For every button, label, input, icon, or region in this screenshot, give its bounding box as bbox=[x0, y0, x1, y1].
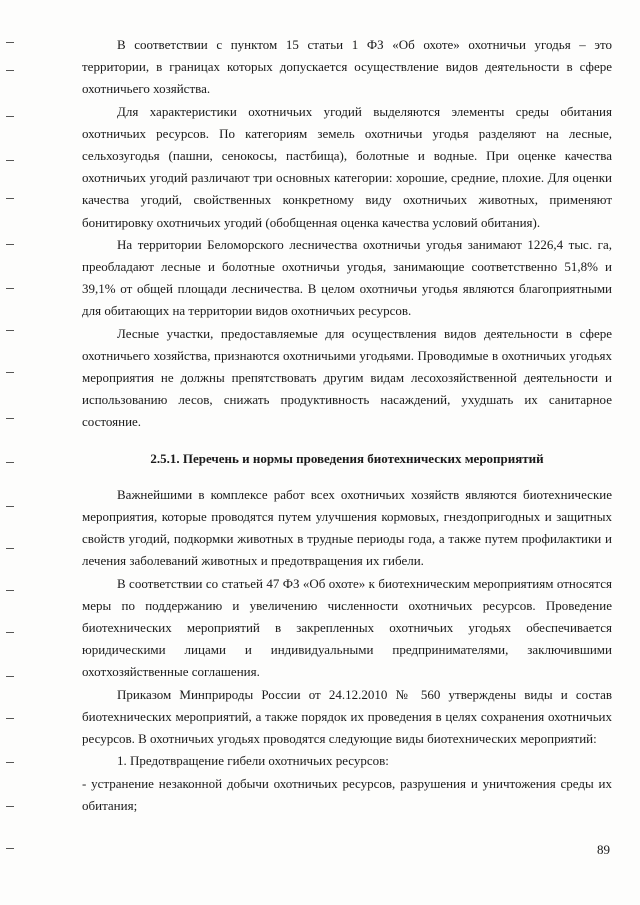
paragraph: В соответствии с пунктом 15 статьи 1 ФЗ «Об охоте» охотничьи угодья – это территории, в границах которых допускается осуществление видов деятельности в сфере охотничьего хозяйства. bbox=[82, 37, 612, 97]
paragraph: На территории Беломорского лесничества охотничьи угодья занимают 1226,4 тыс. га, преобладают лесные и болотные охотничьи угодья, занимающие соответственно 51,8% и 39,1% от общей площади лесничества. В целом охотничьи угодья являются благоприятными для обитающих на территории видов охотничьих ресурсов. bbox=[82, 236, 612, 319]
margin-mark bbox=[6, 42, 14, 43]
paragraph: В соответствии со статьей 47 ФЗ «Об охоте» к биотехническим мероприятиям относятся меры по поддержанию и увеличению численности охотничьих ресурсов. Проведение биотехнических мероприятий в закрепленных охотничьих угодьях обеспечивается юридическими лицами и индивидуальными предпринимателями, заключившими охотхозяйственные соглашения. bbox=[82, 575, 612, 680]
margin-mark bbox=[6, 718, 14, 719]
margin-mark bbox=[6, 372, 14, 373]
margin-mark bbox=[6, 198, 14, 199]
paragraph: Лесные участки, предоставляемые для осуществления видов деятельности в сфере охотничьего хозяйства, признаются охотничьими угодьями. Проводимые в охотничьих угодьях мероприятия не должны препятствовать другим видам лесохозяйственной деятельности и использованию лесов, снижать продуктивность насаждений, ухудшать их санитарное состояние. bbox=[82, 325, 612, 430]
margin-mark bbox=[6, 848, 14, 849]
list-item: 1. Предотвращение гибели охотничьих ресурсов: bbox=[117, 753, 389, 769]
margin-mark bbox=[6, 548, 14, 549]
margin-mark bbox=[6, 330, 14, 331]
margin-mark bbox=[6, 462, 14, 463]
margin-mark bbox=[6, 762, 14, 763]
paragraph: Для характеристики охотничьих угодий выделяются элементы среды обитания охотничьих ресурсов. По категориям земель охотничьи угодья разделяют на лесные, сельхозугодья (пашни, сенокосы, пастбища), болотные и водные. При оценке качества охотничьих угодий различают три основных категории: хорошие, средние, плохие. Для оценки качества угодий, свойственных конкретному виду охотничьих животных, применяют бонитировку охотничьих угодий (обобщенная оценка качества условий обитания). bbox=[82, 103, 612, 230]
margin-mark bbox=[6, 70, 14, 71]
margin-mark bbox=[6, 506, 14, 507]
margin-mark bbox=[6, 632, 14, 633]
section-heading: 2.5.1. Перечень и нормы проведения биотехнических мероприятий bbox=[150, 450, 544, 466]
margin-mark bbox=[6, 418, 14, 419]
list-item: - устранение незаконной добычи охотничьих ресурсов, разрушения и уничтожения среды их обитания; bbox=[82, 775, 612, 813]
margin-mark bbox=[6, 288, 14, 289]
paragraph: Приказом Минприроды России от 24.12.2010 № 560 утверждены виды и состав биотехнических мероприятий, а также порядок их проведения в целях сохранения охотничьих ресурсов. В охотничьих угодьях проводятся следующие виды биотехнических мероприятий: bbox=[82, 686, 612, 747]
page-number: 89 bbox=[597, 842, 610, 857]
document-body bbox=[82, 34, 612, 817]
margin-mark bbox=[6, 806, 14, 807]
paragraph: Важнейшими в комплексе работ всех охотничьих хозяйств являются биотехнические мероприятия, которые проводятся путем улучшения кормовых, гнездопригодных и защитных свойств угодий, подкормки животных в трудные периоды года, а также путем профилактики и лечения заболеваний животных и предотвращения их гибели. bbox=[82, 486, 612, 569]
margin-mark bbox=[6, 676, 14, 677]
binding-margin-marks bbox=[0, 0, 20, 905]
margin-mark bbox=[6, 160, 14, 161]
margin-mark bbox=[6, 116, 14, 117]
margin-mark bbox=[6, 590, 14, 591]
margin-mark bbox=[6, 244, 14, 245]
